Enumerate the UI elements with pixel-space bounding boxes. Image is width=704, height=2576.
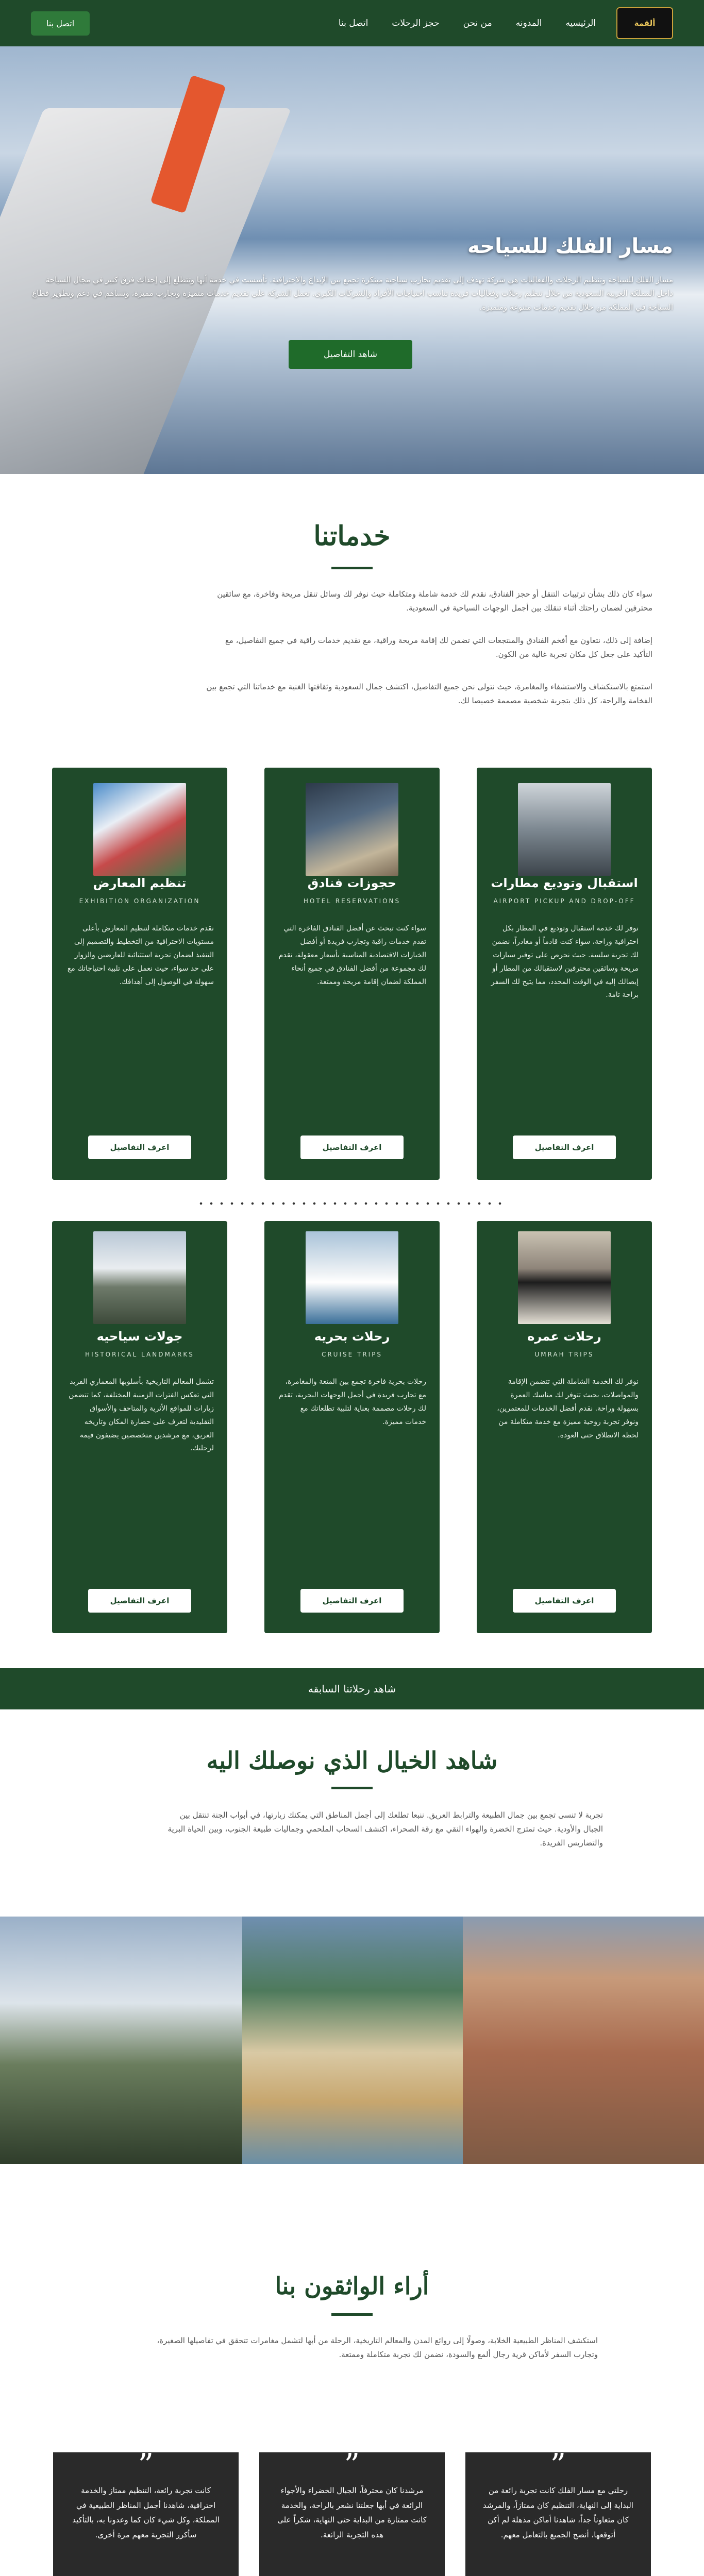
testimonial-text: رحلتي مع مسار الفلك كانت تجربة رائعة من البداية إلى النهاية، التنظيم كان ممتازاً، والمرشد كان متعاوناً جداً، شاهدنا أماكن مذهلة لم أكن أتوقعها، أنصح الجميع بالتعامل معهم. [483, 2486, 633, 2539]
kaaba-image [518, 1231, 611, 1324]
hero-text: مسار الفلك للسياحة وتنظيم الرحلات والفعاليات هي شركة تهدف إلى تقديم تجارب سياحية مبتكرة تجمع بين الإبداع والاحترافية. تأسست في خدمة أبها وتتطلع إلى إحداث فرق كبير في مجال السياحة داخل المملكة العربية السعودية من خلال تنظيم رحلات وفعاليات فريدة تناسب احتياجات الأفراد والشركات الكبرى. تعمل الشركة على تقديم خدمات متميزة وتجارب مميزة، وتساهم في دعم وتطوير قطاع السياحة في المملكة من خلال تقديم خدمات متنوعة ومتميزة. [32, 275, 673, 312]
services-intro-3: استمتع بالاستكشاف والاستشفاء والمغامرة، حيث نتولى نحن جميع التفاصيل، اكتشف جمال السعودية وثقافتها الغنية مع خدماتنا التي تجمع بين الفخامة والراحة، كل ذلك بتجربة شخصية مصممة خصيصا لك. [206, 682, 652, 705]
service-card-cruise [264, 1221, 440, 1633]
testimonial-text: مرشدنا كان محترفاً، الجبال الخضراء والأجواء الرائعة في أبها جعلتنا نشعر بالراحة، والخدمة كانت ممتازة من البداية حتى النهاية، شكراً على هذه التجربة الرائعة. [277, 2486, 427, 2539]
gallery-image-aerial[interactable] [242, 1917, 463, 2164]
services-intro-2: إضافة إلى ذلك، نتعاون مع أفخم الفنادق والمنتجعات التي تضمن لك إقامة مريحة وراقية، مع تقديم خدمات راقية في جميع التفاصيل، مع التأكيد على جعل كل مكان تجربة غالية من الكون. [225, 636, 652, 659]
hero-section [0, 46, 704, 474]
quote-icon: ” [344, 2447, 360, 2483]
services-title: خدماتنا [313, 520, 391, 552]
card-details-button[interactable]: اعرف التفاصيل [88, 1589, 191, 1613]
testimonials-intro: استكشف المناظر الطبيعية الخلابة، وصولًا إلى روائع المدن والمعالم التاريخية، الرحلة من أبها لتشمل مغامرات تتحقق في تفاصيلها الصغيرة، وتجارب السفر لأماكن قرية رجال ألمع والسودة، نضمن لك تجربة متكاملة وممتعة. [157, 2336, 598, 2359]
cruise-ship-image [306, 1231, 398, 1324]
contact-button[interactable]: اتصل بنا [31, 11, 90, 36]
card-description: نوفر لك الخدمة الشاملة التي تتضمن الإقامة والمواصلات، بحيث تتوفر لك مناسك العمرة بسهولة وراحة. نقدم أفضل الخدمات للمعتمرين، ونوفر تجربة روحية مميزة مع خدمة متكاملة من لحظة الانطلاق حتى العودة. [497, 1378, 639, 1439]
quote-icon: ” [550, 2447, 566, 2483]
service-card-umrah [477, 1221, 652, 1633]
title-underline [331, 567, 373, 569]
card-description: سواء كنت تبحث عن أفضل الفنادق الفاخرة التي تقدم خدمات راقية وتجارب فريدة أو أفضل الخيارات الاقتصادية المناسبة بأسعار معقولة، نقدم لك مجموعة من أفضل الفنادق في جميع أنحاء المملكة لضمان إقامة مريحة وممتعة. [278, 924, 426, 986]
service-card-exhibition [52, 768, 227, 1180]
hero-details-button[interactable]: شاهد التفاصيل [289, 340, 412, 369]
service-card-hotel [264, 768, 440, 1180]
menu-item-blog[interactable]: المدونه [515, 18, 542, 28]
card-details-button[interactable]: اعرف التفاصيل [300, 1136, 404, 1159]
service-card-tours [52, 1221, 227, 1633]
testimonial-card [465, 2447, 651, 2576]
card-subtitle: HOTEL RESERVATIONS [303, 897, 401, 905]
testimonial-card [53, 2447, 239, 2576]
card-description: نقدم خدمات متكاملة لتنظيم المعارض بأعلى مستويات الاحترافية من التخطيط والتصميم إلى التنفيذ لضمان تجربة استثنائية للعارضين والزوار على حد سواء، حيث نعمل على تلبية احتياجاتك مع سهولة في الوصول إلى أهدافك. [67, 924, 214, 986]
card-subtitle: AIRPORT PICKUP AND DROP-OFF [493, 897, 635, 905]
quote-icon: ” [138, 2447, 154, 2483]
services-intro-1: سواء كان ذلك بشأن ترتيبات التنقل أو حجز الفنادق، نقدم لك خدمة شاملة ومتكاملة حيث نوفر لك وسائل تنقل مريحة وفاخرة، مع سائقين محترفين لضمان راحتك أثناء تنقلك بين أجمل الوجهات السياحية في السعودية. [217, 589, 652, 613]
card-description: رحلات بحرية فاخرة تجمع بين المتعة والمغامرة، مع تجارب فريدة في أجمل الوجهات البحرية، تقدم لك رحلات مصممة بعناية لتلبية تطلعاتك مع خدمات مميزة. [279, 1378, 426, 1426]
menu-item-home[interactable]: الرئيسيه [565, 18, 596, 28]
main-menu [90, 18, 596, 28]
testimonials-title: أراء الواثقون بنا [275, 2272, 429, 2300]
testimonial-card [259, 2447, 445, 2576]
card-details-button[interactable]: اعرف التفاصيل [300, 1589, 404, 1613]
gallery-image-clouds[interactable] [0, 1917, 242, 2164]
card-title: استقبال وتوديع مطارات [491, 876, 638, 890]
mountains-image [93, 1231, 186, 1324]
hero-title: مسار الفلك للسياحه [467, 234, 673, 258]
site-logo[interactable]: ألقمة [616, 7, 673, 39]
hotel-image [306, 783, 398, 876]
card-subtitle: HISTORICAL LANDMARKS [85, 1351, 194, 1358]
gallery-text: تجربة لا تنسى تجمع بين جمال الطبيعة والترابط العريق. ننبعا تطلعك إلى أجمل المناطق التي يمكنك زيارتها، في أبواب الجنة تنتقل بين الجبال والأودية. حيث تمتزج الخضرة والهواء النقي مع رقة الصحراء، اكتشف السحاب الملحمي وجماليات طبيعة الجنوب، وبين الحياة البرية والتضاريس الفريدة. [167, 1810, 603, 1848]
card-details-button[interactable]: اعرف التفاصيل [513, 1589, 616, 1613]
menu-item-about[interactable]: من نحن [463, 18, 492, 28]
gallery-image-village[interactable] [463, 1917, 704, 2164]
title-underline [331, 2313, 373, 2316]
menu-item-contact[interactable]: اتصل بنا [338, 18, 368, 28]
card-subtitle: EXHIBITION ORGANIZATION [79, 897, 200, 905]
previous-trips-banner[interactable]: شاهد رحلاتنا السابقه [0, 1668, 704, 1709]
card-title: رحلات عمره [527, 1329, 601, 1344]
title-underline [331, 1787, 373, 1789]
exhibition-image [93, 783, 186, 876]
card-details-button[interactable]: اعرف التفاصيل [88, 1136, 191, 1159]
card-details-button[interactable]: اعرف التفاصيل [513, 1136, 616, 1159]
dotted-divider [196, 1201, 505, 1206]
service-card-airport [477, 768, 652, 1180]
card-subtitle: UMRAH TRIPS [534, 1351, 594, 1358]
card-description: نوفر لك خدمة استقبال وتوديع في المطار بكل احترافية وراحة، سواء كنت قادماً أو مغادراً، نضمن لك تجربة سلسة. حيث نحرص على توفير سيارات مريحة وسائقين محترفين لاستقبالك من المطار أو إيصالك إليه في الوقت المحدد، مما يتيح لك السفر براحة تامة. [491, 924, 639, 999]
gallery-title: شاهد الخيال الذي نوصلك اليه [206, 1747, 498, 1774]
card-title: جولات سياحيه [96, 1329, 183, 1344]
menu-item-booking[interactable]: حجز الرحلات [392, 18, 440, 28]
card-description: تشمل المعالم التاريخية بأسلوبها المعماري الفريد التي تعكس الفترات الزمنية المختلفة، كما تتضمن زيارات للمواقع الأثرية والمتاحف والأسواق التقليدية لتعرف على حضارة المكان وتاريخه العريق، مع مرشدين متخصصين يضيفون قيمة لرحلتك. [69, 1378, 214, 1453]
top-navbar [0, 0, 704, 46]
card-title: حجوزات فنادق [307, 876, 397, 890]
card-title: رحلات بحريه [314, 1329, 390, 1344]
testimonial-text: كانت تجربة رائعة، التنظيم ممتاز والخدمة احترافية، شاهدنا أجمل المناظر الطبيعية في المملكة، وكل شيء كان كما وعدونا به، بالتأكيد سأكرر التجربة معهم مرة أخرى. [72, 2486, 220, 2539]
card-title: تنظيم المعارض [93, 876, 187, 890]
card-subtitle: CRUISE TRIPS [321, 1351, 383, 1358]
airport-image [518, 783, 611, 876]
